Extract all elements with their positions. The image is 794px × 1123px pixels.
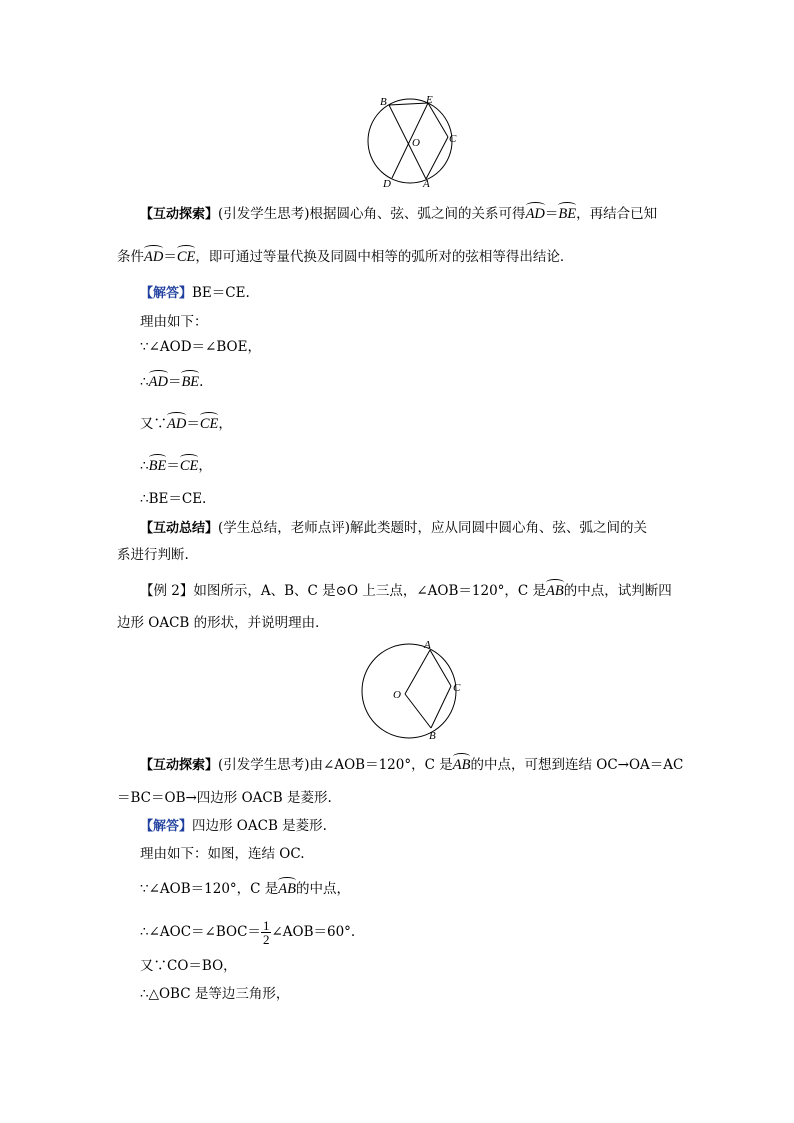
- step-5: ∴BE＝CE.: [140, 491, 207, 507]
- reason-step-2: ∴∠AOC＝∠BOC＝ $\frac{1}{2}$ ∠AOB＝60°.: [140, 918, 356, 947]
- paragraph-explore-2-line2: ＝BC＝OB→四边形 OACB 是菱形.: [117, 790, 332, 806]
- summary-line2: 系进行判断.: [117, 547, 189, 563]
- summary-line1: 【互动总结】(学生总结，老师点评)解此类题时，应从同圆中圆心角、弦、弧之间的关: [140, 520, 648, 536]
- label-O: O: [412, 137, 420, 149]
- label-B: B: [380, 96, 387, 108]
- figure-circle-1: [360, 92, 460, 192]
- label-D: D: [383, 178, 391, 190]
- reason-step-3: 又∵CO＝BO，: [140, 958, 237, 974]
- reason-step-4: ∴△OBC 是等边三角形，: [140, 986, 290, 1002]
- paragraph-explore-2-line1: 【互动探索】(引发学生思考)由∠AOB＝120°，C 是AB的中点，可想到连结 OC→OA＝AC: [140, 757, 684, 773]
- reason-step-1: ∵∠AOB＝120°，C 是AB的中点，: [140, 881, 350, 897]
- label-E: E: [426, 94, 433, 106]
- step-3: 又∵AD＝CE，: [140, 416, 232, 432]
- step-4: ∴BE＝CE，: [140, 458, 212, 474]
- figure-circle-2: [356, 636, 466, 746]
- answer-2: 【解答】四边形 OACB 是菱形.: [140, 818, 327, 834]
- example-2-line2: 边形 OACB 的形状，并说明理由．: [117, 615, 329, 631]
- step-1: ∵∠AOD＝∠BOE，: [140, 339, 261, 355]
- fraction-one-half: $\frac{1}{2}$: [262, 918, 270, 947]
- label-C: C: [453, 682, 461, 694]
- label-C: C: [449, 133, 457, 145]
- example-2-line1: 【例 2】如图所示，A、B、C 是⊙O 上三点，∠AOB＝120°，C 是AB的中点，试判断四: [140, 583, 672, 599]
- label-O: O: [393, 689, 401, 701]
- label-B: B: [429, 730, 436, 742]
- step-2: ∴AD＝BE.: [140, 374, 204, 390]
- label-A: A: [424, 639, 431, 651]
- reason-1: 理由如下：: [140, 314, 208, 330]
- paragraph-explore-1-line1: 【互动探索】(引发学生思考)根据圆心角、弦、弧之间的关系可得AD＝BE，再结合已知: [140, 206, 658, 222]
- reason-2: 理由如下：如图，连结 OC.: [140, 846, 305, 862]
- label-A: A: [423, 178, 430, 190]
- answer-1: 【解答】BE＝CE.: [140, 285, 250, 301]
- paragraph-explore-1-line2: 条件AD＝CE，即可通过等量代换及同圆中相等的弧所对的弦相等得出结论．: [117, 249, 574, 265]
